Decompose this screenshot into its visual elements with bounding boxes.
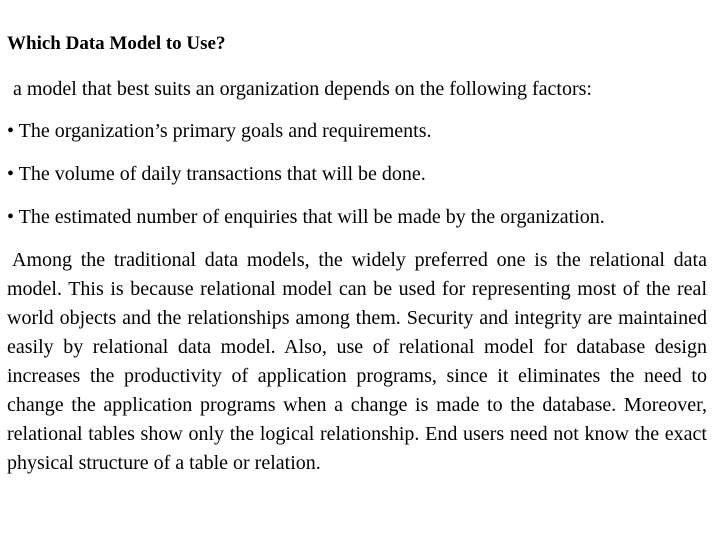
page-title: Which Data Model to Use? [7,33,226,54]
bullet-item-enquiries: • The estimated number of enquiries that will be made by the organization. [7,206,605,228]
intro-text: a model that best suits an organization depends on the following factors: [13,78,592,100]
body-paragraph: Among the traditional data models, the widely preferred one is the relational data model. This is because relational model can be used for representing most of the real world objects and the relationships among them. Security and integrity are maintained easily by relational data model. Also, use of relational model for database design increases the productivity of application programs, since it eliminates the need to change the application programs when a change is made to the database. Moreover, relational tables show only the logical relationship. End users need not know the exact physical structure of a table or relation. [7,249,707,474]
bullet-item-transactions: • The volume of daily transactions that will be done. [7,163,426,185]
bullet-item-goals: • The organization’s primary goals and requirements. [7,120,432,142]
